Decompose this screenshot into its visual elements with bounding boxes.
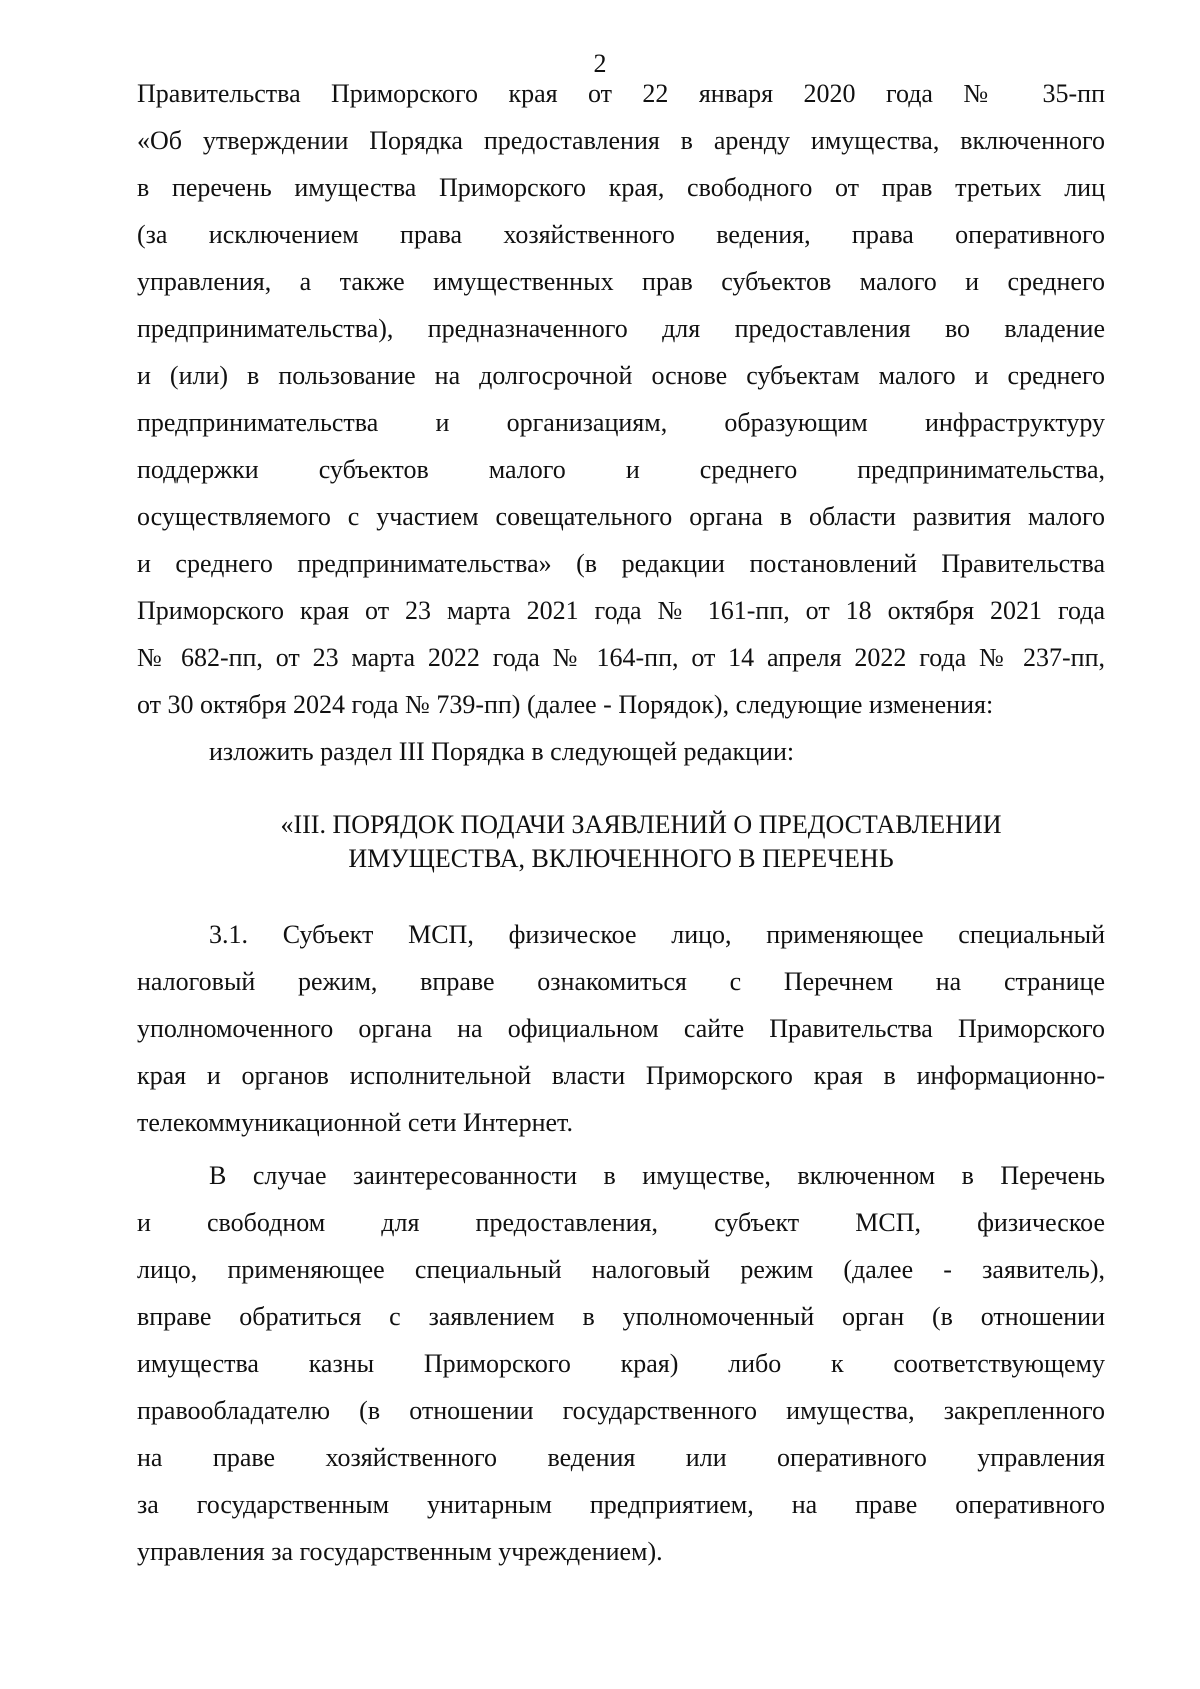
text-line: предпринимательства и организациям, образующим инфраструктуру bbox=[137, 408, 1105, 437]
text-line: поддержки субъектов малого и среднего предпринимательства, bbox=[137, 455, 1105, 484]
text-line: телекоммуникационной сети Интернет. bbox=[137, 1108, 573, 1137]
text-line: управления за государственным учреждением). bbox=[137, 1537, 663, 1566]
text-line: налоговый режим, вправе ознакомиться с Перечнем на странице bbox=[137, 967, 1105, 996]
text-line: на праве хозяйственного ведения или оперативного управления bbox=[137, 1443, 1105, 1472]
text-line: Приморского края от 23 марта 2021 года № 161-пп, от 18 октября 2021 года bbox=[137, 596, 1105, 625]
text-line: и (или) в пользование на долгосрочной основе субъектам малого и среднего bbox=[137, 361, 1105, 390]
heading-line: «III. ПОРЯДОК ПОДАЧИ ЗАЯВЛЕНИЙ О ПРЕДОСТАВЛЕНИИ bbox=[280, 810, 1002, 839]
text-line: в перечень имущества Приморского края, свободного от прав третьих лиц bbox=[137, 173, 1105, 202]
text-line: за государственным унитарным предприятием, на праве оперативного bbox=[137, 1490, 1105, 1519]
page-number: 2 bbox=[593, 49, 607, 78]
text-line: осуществляемого с участием совещательного органа в области развития малого bbox=[137, 502, 1105, 531]
text-line: № 682-пп, от 23 марта 2022 года № 164-пп, от 14 апреля 2022 года № 237-пп, bbox=[137, 643, 1105, 672]
text-line: уполномоченного органа на официальном сайте Правительства Приморского bbox=[137, 1014, 1105, 1043]
instruction-line: изложить раздел III Порядка в следующей редакции: bbox=[209, 737, 795, 766]
text-line: имущества казны Приморского края) либо к соответствующему bbox=[137, 1349, 1105, 1378]
text-line: правообладателю (в отношении государственного имущества, закрепленного bbox=[137, 1396, 1105, 1425]
text-line: вправе обратиться с заявлением в уполномоченный орган (в отношении bbox=[137, 1302, 1105, 1331]
paragraph-interest bbox=[137, 1152, 1105, 1575]
text-line: Правительства Приморского края от 22 января 2020 года № 35-пп bbox=[137, 79, 1105, 108]
text-line: «Об утверждении Порядка предоставления в аренду имущества, включенного bbox=[137, 126, 1105, 155]
text-line: В случае заинтересованности в имуществе, включенном в Перечень bbox=[209, 1161, 1105, 1190]
text-line: от 30 октября 2024 года № 739-пп) (далее - Порядок), следующие изменения: bbox=[137, 690, 994, 719]
text-line: (за исключением права хозяйственного ведения, права оперативного bbox=[137, 220, 1105, 249]
text-line: края и органов исполнительной власти Приморского края в информационно- bbox=[137, 1061, 1105, 1090]
text-line: лицо, применяющее специальный налоговый режим (далее - заявитель), bbox=[137, 1255, 1105, 1284]
text-line: и среднего предпринимательства» (в редакции постановлений Правительства bbox=[137, 549, 1105, 578]
text-line: управления, а также имущественных прав субъектов малого и среднего bbox=[137, 267, 1105, 296]
heading-line: ИМУЩЕСТВА, ВКЛЮЧЕННОГО В ПЕРЕЧЕНЬ bbox=[348, 844, 894, 873]
intro-paragraph bbox=[137, 70, 1105, 775]
paragraph-3-1 bbox=[137, 911, 1105, 1146]
text-line: и свободном для предоставления, субъект МСП, физическое bbox=[137, 1208, 1105, 1237]
text-line: предпринимательства), предназначенного для предоставления во владение bbox=[137, 314, 1105, 343]
text-line: 3.1. Субъект МСП, физическое лицо, применяющее специальный bbox=[209, 920, 1105, 949]
section-heading bbox=[137, 808, 1105, 876]
